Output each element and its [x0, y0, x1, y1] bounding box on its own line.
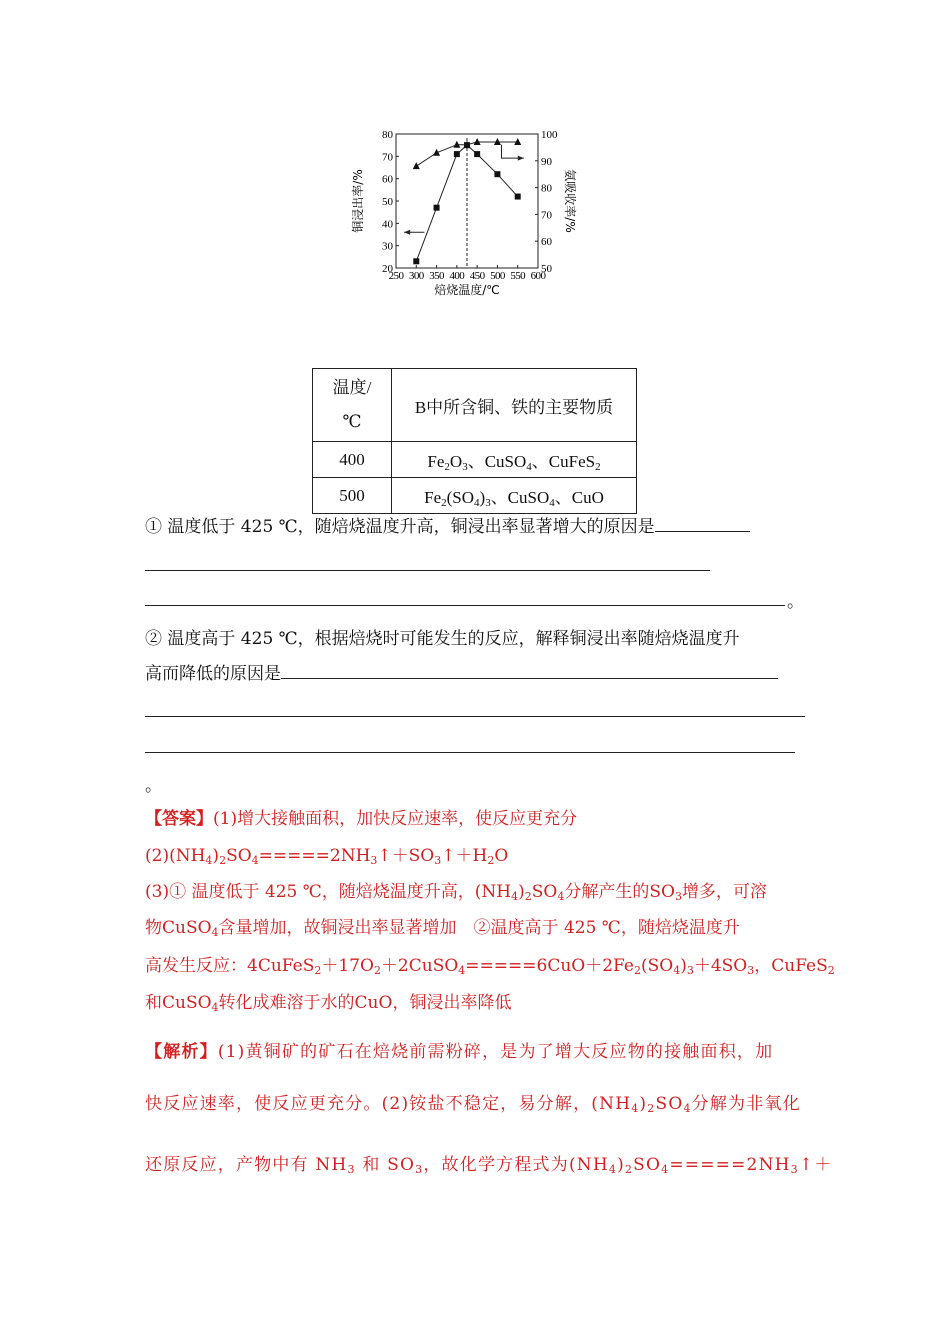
- square-marker: [434, 205, 440, 211]
- square-marker: [474, 151, 480, 157]
- right-axis-arrow-icon: [501, 145, 523, 158]
- y-right-tick-label: 50: [541, 263, 552, 275]
- question-1-text: ① 温度低于 425 ℃，随焙烧温度升高，铜浸出率显著增大的原因是: [145, 517, 655, 537]
- left-arrowhead-icon: [404, 230, 410, 235]
- right-arrowhead-icon: [518, 156, 524, 161]
- analysis-line3: 还原反应，产物中有 $NH_3$ 和 $SO_3$，故化学方程式为$(NH_4)_2SO_4=====2NH_3↑+$: [145, 1155, 833, 1176]
- analysis-line2: 快反应速率，使反应更充分。(2)铵盐不稳定，易分解，$(NH_4)_2SO_4$分解为非氧化: [145, 1094, 801, 1115]
- answer-p3-f: 高发生反应：: [145, 956, 247, 976]
- composition-table: [312, 368, 637, 514]
- answer-part-3-line4: 和CuSO$_4$转化成难溶于水的CuO，铜浸出率降低: [145, 993, 512, 1014]
- y-left-tick-label: 30: [382, 240, 393, 253]
- square-marker: [454, 151, 460, 157]
- cell-substances-400: $Fe_2O_3$、CuSO$_4$、CuFeS$_2$: [392, 442, 637, 478]
- x-tick-label: 300: [408, 270, 424, 282]
- triangle-marker: [413, 162, 420, 169]
- answer-blank: [281, 662, 778, 679]
- answer-blank-line: [145, 752, 795, 753]
- x-tick-label: 350: [429, 270, 444, 282]
- answer-p3-b: 分解产生的: [564, 882, 650, 902]
- answer-blank-line: [145, 605, 785, 606]
- answer-blank-line: [145, 570, 710, 571]
- analysis-text-5: 和: [362, 1155, 381, 1175]
- answer-part-3-line3: 高发生反应：$4CuFeS_2+17O_2+2CuSO_4=====6CuO+2Fe_2(SO_4)_3+4SO_3$，CuFeS$_2$: [145, 956, 835, 977]
- x-tick-label: 600: [530, 270, 546, 282]
- chart-svg: [348, 120, 577, 310]
- answer-tag: 【答案】: [145, 809, 213, 829]
- y-right-tick-label: 80: [541, 182, 552, 195]
- answer-part-3-line1: (3)① 温度低于 425 ℃，随焙烧温度升高，$(NH_4)_2SO_4$分解产生的$SO_3$增多，可溶: [145, 882, 767, 903]
- answer-p3-a: (3)① 温度低于 425 ℃，随焙烧温度升高，: [145, 882, 475, 902]
- header-temp-line2: ℃: [342, 412, 362, 431]
- answer-part-2: $(2)(NH_4)_2SO_4=====2NH_3↑+SO_3↑+H_2O$: [145, 846, 509, 867]
- analysis-text-3: 分解为非氧化: [691, 1094, 801, 1114]
- table-header-row: [313, 369, 637, 442]
- analysis-tag: 【解析】: [145, 1042, 218, 1062]
- cell-temp-400: 400: [313, 442, 392, 478]
- x-tick-label: 400: [449, 270, 465, 282]
- question-2-line1: ② 温度高于 425 ℃，根据焙烧时可能发生的反应，解释铜浸出率随焙烧温度升: [145, 629, 740, 649]
- x-tick-label: 250: [388, 270, 404, 282]
- x-axis-label: 焙烧温度/℃: [434, 283, 500, 297]
- table-row: [313, 478, 637, 514]
- table-row: [313, 442, 637, 478]
- header-substances: B中所含铜、铁的主要物质: [392, 369, 637, 442]
- answer-p3-g: 转化成难溶于水的CuO，铜浸出率降低: [218, 993, 512, 1013]
- header-temp-line1: 温度/: [332, 378, 372, 397]
- y-right-tick-label: 90: [541, 155, 552, 168]
- answer-part-3-line2: 物CuSO$_4$含量增加，故铜浸出率显著增加 ②温度高于 425 ℃，随焙烧温度升: [145, 918, 740, 939]
- x-tick-label: 550: [510, 270, 526, 282]
- y-left-tick-label: 50: [382, 196, 393, 208]
- square-marker: [515, 194, 521, 200]
- cell-substances-500: $Fe_2(SO_4)_3$、CuSO$_4$、CuO: [392, 478, 637, 514]
- question-1-end: 。: [787, 592, 804, 612]
- cell-temp-500: 500: [313, 478, 392, 514]
- x-tick-label: 500: [490, 270, 505, 282]
- question-2-line2: [145, 662, 778, 686]
- answer-p3-e: 含量增加，故铜浸出率显著增加 ②温度高于 425 ℃，随焙烧温度升: [218, 918, 740, 938]
- answer-p3-c: 增多，可溶: [681, 882, 767, 902]
- question-1: [145, 515, 750, 539]
- question-2-end: 。: [145, 776, 162, 796]
- square-marker: [494, 171, 500, 177]
- y-left-axis-label: 铜浸出率/%: [351, 169, 365, 233]
- x-tick-label: 450: [469, 270, 485, 282]
- analysis-text-4: 还原反应，产物中有: [145, 1155, 309, 1175]
- y-left-tick-label: 60: [382, 173, 393, 186]
- y-right-tick-label: 60: [541, 236, 552, 249]
- y-left-tick-label: 70: [382, 151, 393, 164]
- y-left-tick-label: 40: [382, 218, 393, 231]
- answer-p3-d: 物: [145, 918, 162, 938]
- analysis-line1: [145, 1040, 773, 1064]
- square-marker: [413, 258, 419, 264]
- answer-blank: [655, 515, 750, 532]
- y-right-tick-label: 70: [541, 209, 552, 222]
- answer-blank-line: [145, 716, 805, 717]
- header-temperature: [313, 369, 392, 442]
- y-right-axis-label: 氨吸收率/%: [563, 169, 577, 233]
- roasting-chart: [348, 120, 577, 310]
- answer-part-1: [145, 807, 577, 831]
- analysis-text-6: ，故化学方程式为: [423, 1155, 569, 1175]
- analysis-text-1: (1)黄铜矿的矿石在焙烧前需粉碎，是为了增大反应物的接触面积，加: [217, 1042, 774, 1062]
- y-left-tick-label: 80: [382, 129, 393, 141]
- y-left-tick-label: 20: [382, 263, 393, 275]
- question-2-text: 高而降低的原因是: [145, 664, 281, 684]
- analysis-text-2: 快反应速率，使反应更充分。(2)铵盐不稳定，易分解，: [145, 1094, 592, 1114]
- answer-p1: (1)增大接触面积，加快反应速率，使反应更充分: [213, 809, 578, 829]
- y-right-tick-label: 100: [541, 129, 558, 141]
